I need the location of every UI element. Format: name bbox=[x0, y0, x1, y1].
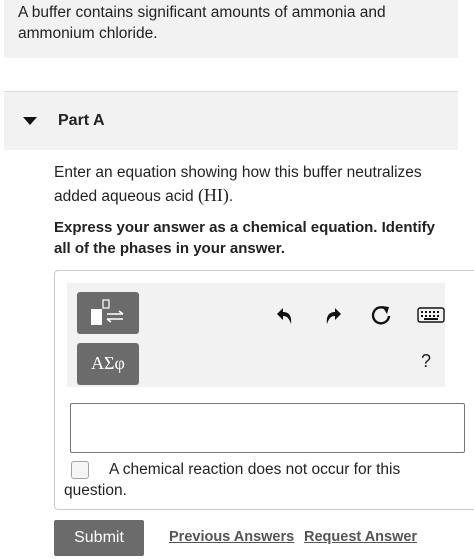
caret-down-icon[interactable] bbox=[23, 117, 37, 125]
prompt-text: Enter an equation showing how this buffer neutralizes added aqueous acid bbox=[54, 164, 422, 205]
answer-instructions: Express your answer as a chemical equation. Identify all of the phases in your answer. bbox=[54, 219, 435, 257]
undo-icon[interactable] bbox=[273, 304, 297, 328]
previous-answers-link[interactable]: Previous Answers bbox=[169, 529, 295, 545]
greek-symbols-label: ΑΣφ bbox=[91, 353, 125, 373]
greek-symbols-button[interactable] bbox=[77, 343, 139, 385]
request-answer-link[interactable]: Request Answer bbox=[304, 529, 418, 545]
no-reaction-label-line2: question. bbox=[64, 482, 127, 499]
part-label: Part A bbox=[58, 112, 105, 129]
reset-icon[interactable] bbox=[369, 304, 393, 328]
answer-panel bbox=[54, 270, 474, 510]
prompt-end: . bbox=[228, 188, 234, 205]
part-a-header[interactable] bbox=[4, 91, 458, 150]
keyboard-icon[interactable] bbox=[417, 305, 445, 325]
answer-input[interactable] bbox=[70, 403, 465, 453]
redo-icon[interactable] bbox=[321, 304, 345, 328]
submit-button[interactable]: Submit bbox=[54, 520, 144, 556]
templates-icon bbox=[77, 292, 139, 334]
question-prompt bbox=[54, 162, 454, 208]
equation-toolbar bbox=[67, 283, 445, 387]
help-button[interactable]: ? bbox=[421, 351, 432, 371]
acid-formula: (HI) bbox=[197, 185, 229, 205]
intro-panel bbox=[4, 0, 458, 58]
intro-text: A buffer contains significant amounts of ammonia and ammonium chloride. bbox=[18, 4, 386, 42]
no-reaction-label-line1: A chemical reaction does not occur for this bbox=[109, 461, 401, 478]
no-reaction-label bbox=[63, 459, 463, 501]
templates-button[interactable] bbox=[77, 292, 139, 334]
